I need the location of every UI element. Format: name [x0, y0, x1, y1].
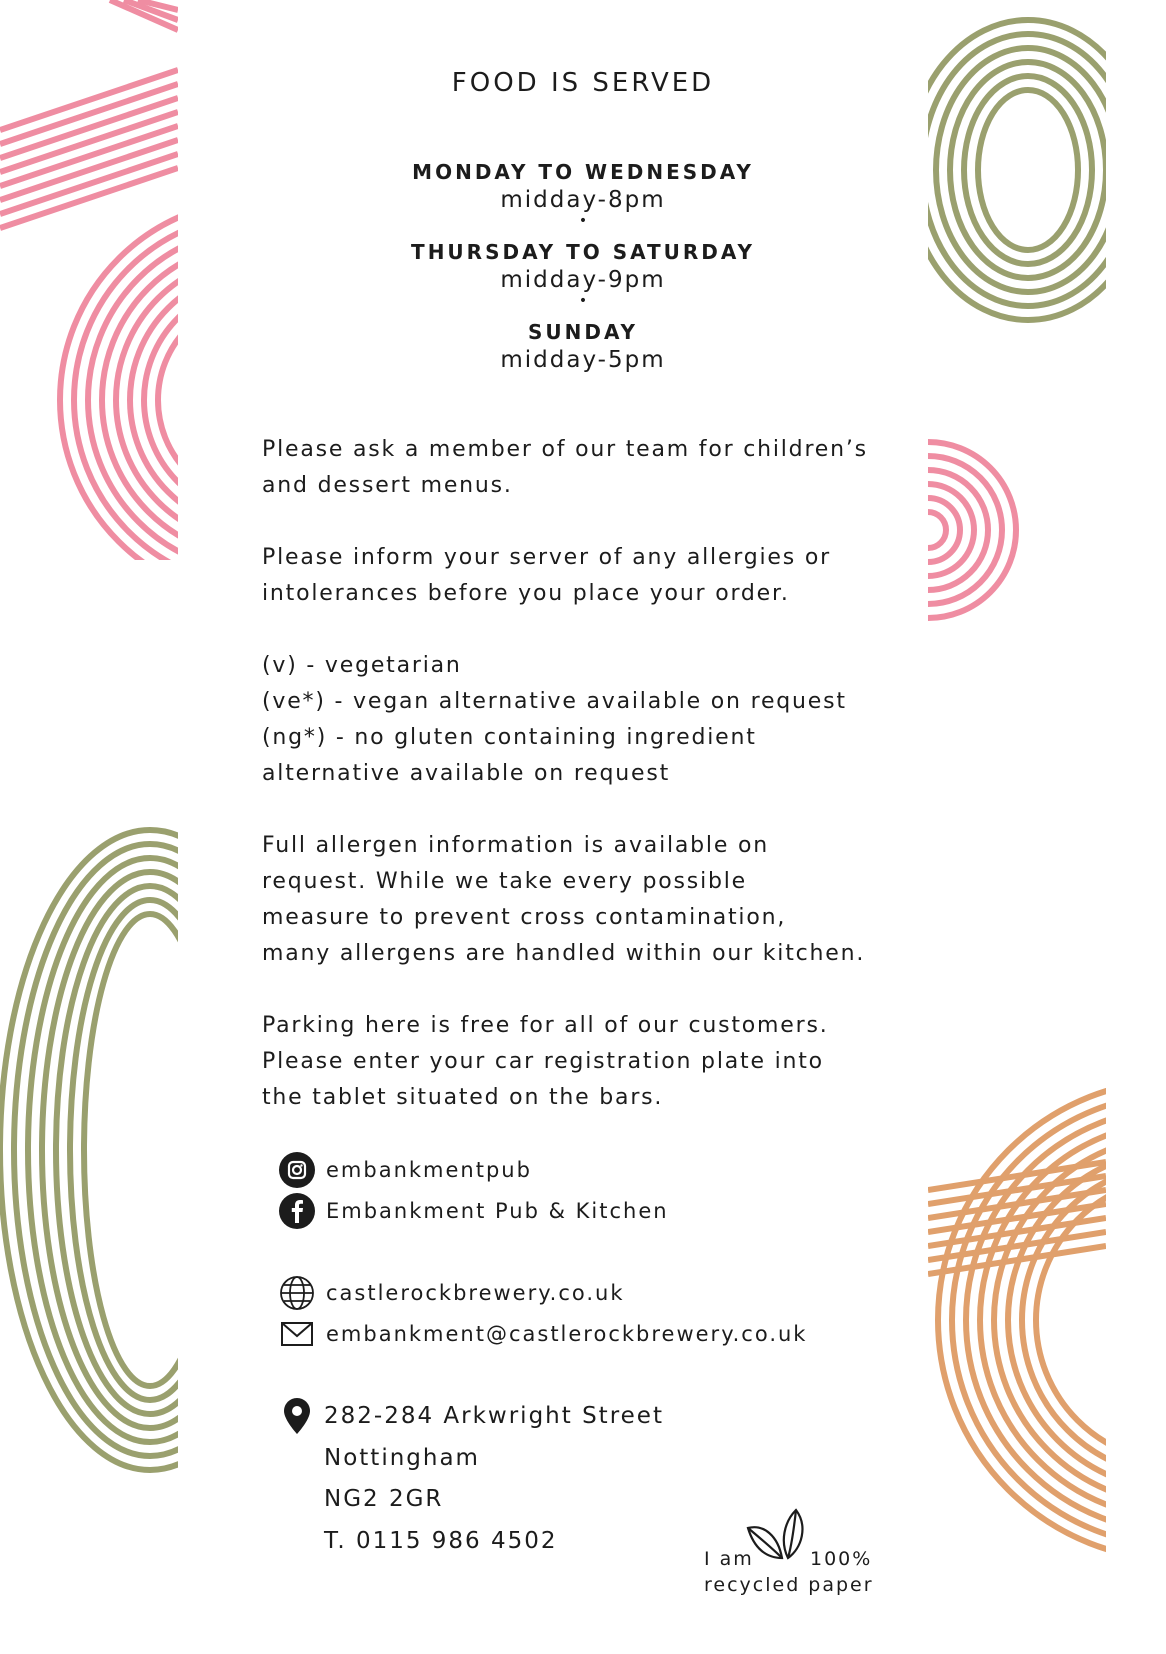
- text-line: (v) - vegetarian: [262, 653, 462, 678]
- address-street: 282-284 Arkwright Street: [324, 1403, 664, 1429]
- website-url: castlerockbrewery.co.uk: [326, 1281, 625, 1305]
- facebook-link[interactable]: [278, 1192, 669, 1230]
- text-line: (ve*) - vegan alternative available on request: [262, 689, 847, 714]
- mail-icon: [278, 1315, 316, 1353]
- text-line: Please inform your server of any allergies or: [262, 545, 831, 570]
- menus-paragraph: [262, 432, 922, 504]
- text-line: request. While we take every possible: [262, 869, 747, 894]
- text-line: intolerances before you place your order.: [262, 581, 790, 606]
- email-address: embankment@castlerockbrewery.co.uk: [326, 1322, 808, 1346]
- parking-paragraph: [262, 1008, 922, 1116]
- instagram-icon: [278, 1151, 316, 1189]
- website-link[interactable]: [278, 1274, 625, 1312]
- allergen-paragraph: [262, 828, 922, 972]
- facebook-page-name: Embankment Pub & Kitchen: [326, 1199, 669, 1223]
- text-line: Full allergen information is available on: [262, 833, 769, 858]
- text-line: the tablet situated on the bars.: [262, 1085, 664, 1110]
- text-line: Please ask a member of our team for children’s: [262, 437, 868, 462]
- text-line: Please enter your car registration plate into: [262, 1049, 824, 1074]
- separator-dot: •: [578, 213, 588, 229]
- hours-time: midday-5pm: [500, 347, 666, 373]
- page-title: FOOD IS SERVED: [451, 68, 715, 98]
- hours-days: SUNDAY: [527, 320, 639, 344]
- text-line: alternative available on request: [262, 761, 671, 786]
- globe-icon: [278, 1274, 316, 1312]
- text-line: many allergens are handled within our kitchen.: [262, 941, 866, 966]
- location-pin-icon: [284, 1398, 310, 1434]
- text-line: measure to prevent cross contamination,: [262, 905, 787, 930]
- separator-dot: •: [578, 293, 588, 309]
- facebook-icon: [278, 1192, 316, 1230]
- hours-time: midday-9pm: [500, 267, 666, 293]
- email-link[interactable]: [278, 1315, 807, 1353]
- text-line: (ng*) - no gluten containing ingredient: [262, 725, 757, 750]
- phone-number: T. 0115 986 4502: [324, 1528, 558, 1554]
- text-line: Parking here is free for all of our customers.: [262, 1013, 829, 1038]
- hours-time: midday-8pm: [500, 187, 666, 213]
- recycled-paper-badge: [700, 1508, 890, 1598]
- allergies-paragraph: [262, 540, 922, 612]
- recycled-text-percent: 100%: [810, 1548, 873, 1570]
- instagram-handle: embankmentpub: [326, 1158, 532, 1182]
- hours-days: MONDAY TO WEDNESDAY: [412, 160, 754, 184]
- recycled-text-i-am: I am: [704, 1548, 754, 1570]
- hours-days: THURSDAY TO SATURDAY: [411, 240, 755, 264]
- text-line: and dessert menus.: [262, 473, 513, 498]
- recycled-text-paper: recycled paper: [704, 1574, 874, 1596]
- dietary-key: [262, 648, 922, 792]
- opening-hours: [0, 158, 1166, 374]
- address-postcode: NG2 2GR: [324, 1486, 444, 1512]
- address-city: Nottingham: [324, 1445, 480, 1471]
- instagram-link[interactable]: [278, 1151, 532, 1189]
